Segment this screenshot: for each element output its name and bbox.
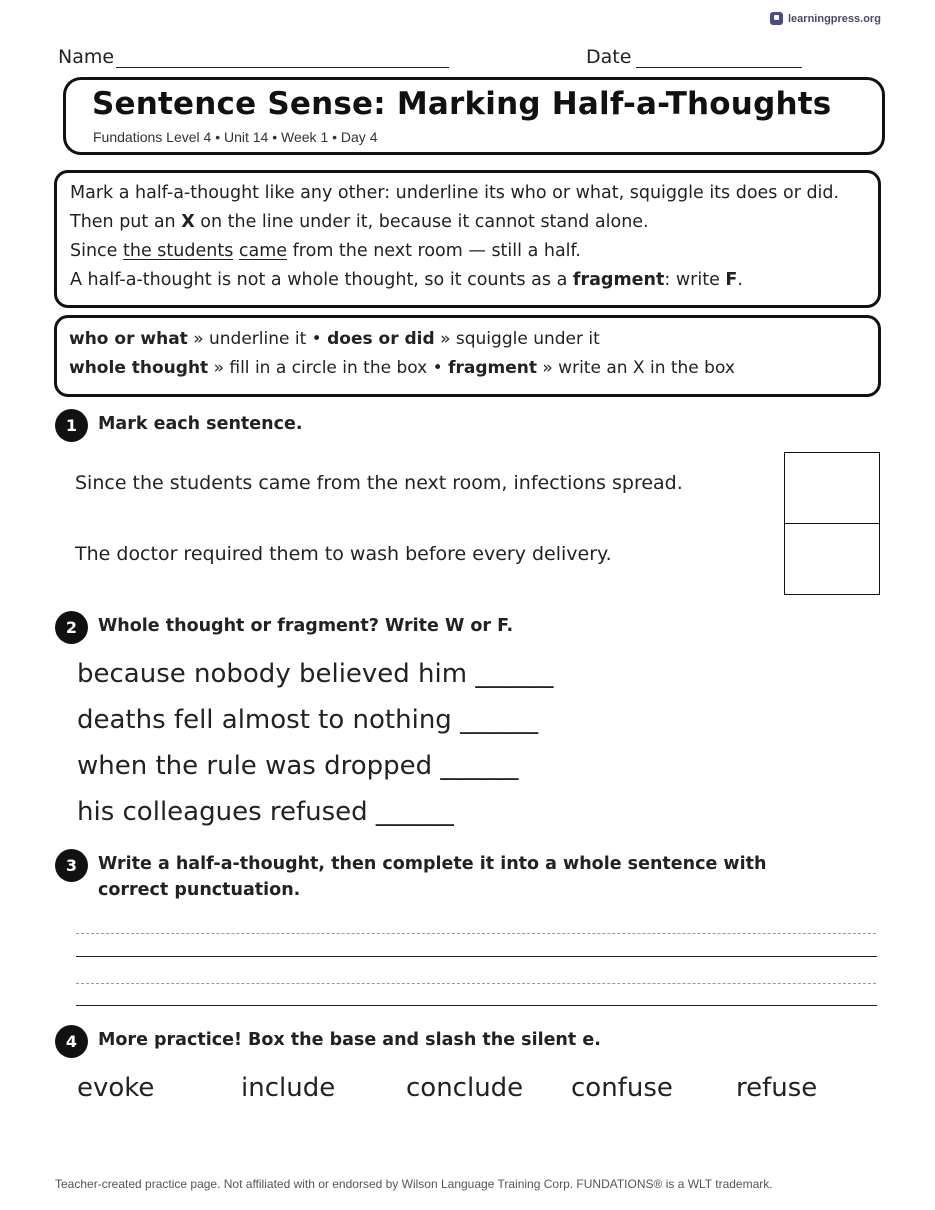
- footer-disclaimer: Teacher-created practice page. Not affiliated with or endorsed by Wilson Language Training Corp. FUNDATIONS® is a WLT trademark.: [55, 1177, 773, 1191]
- section-2-item-2: deaths fell almost to nothing ______: [77, 705, 539, 735]
- answer-box-1[interactable]: [784, 452, 880, 524]
- writing-line-1[interactable]: [76, 956, 877, 957]
- date-label: Date: [586, 46, 632, 68]
- brand-label: learningpress.org: [788, 12, 881, 25]
- rule-line-4: A half-a-thought is not a whole thought, so it counts as a fragment: write F.: [70, 270, 743, 290]
- practice-word-3: conclude: [406, 1073, 524, 1103]
- name-label: Name: [58, 46, 115, 68]
- rule-line-1: Mark a half-a-thought like any other: underline its who or what, squiggle its does or did.: [70, 183, 840, 203]
- key-line-2: whole thought » fill in a circle in the box • fragment » write an X in the box: [69, 358, 735, 378]
- book-icon: [770, 12, 783, 25]
- key-box: [54, 315, 881, 397]
- rule-line-3: Since the students came from the next room — still a half.: [70, 241, 581, 261]
- section-4-heading: More practice! Box the base and slash the silent e.: [98, 1030, 601, 1050]
- example-subject: the students: [123, 241, 234, 261]
- section-2-item-3: when the rule was dropped ______: [77, 751, 519, 781]
- writing-midline-2: [76, 983, 876, 984]
- page-subtitle: Fundations Level 4 • Unit 14 • Week 1 • Day 4: [93, 129, 378, 145]
- section-3-heading-line-1: Write a half-a-thought, then complete it into a whole sentence with: [98, 854, 767, 874]
- section-3-heading-line-2: correct punctuation.: [98, 880, 301, 900]
- section-4-number: 4: [55, 1025, 88, 1058]
- practice-word-1: evoke: [77, 1073, 155, 1103]
- section-3-number: 3: [55, 849, 88, 882]
- section-1-heading: Mark each sentence.: [98, 414, 303, 434]
- rule-line-2: Then put an X on the line under it, because it cannot stand alone.: [70, 212, 649, 232]
- section-2-number: 2: [55, 611, 88, 644]
- practice-word-4: confuse: [571, 1073, 673, 1103]
- section-2-heading: Whole thought or fragment? Write W or F.: [98, 616, 514, 636]
- practice-word-2: include: [241, 1073, 336, 1103]
- answer-box-2[interactable]: [784, 523, 880, 595]
- example-verb: came: [238, 241, 288, 261]
- section-1-sentence-2: The doctor required them to wash before every delivery.: [75, 543, 612, 565]
- writing-line-2[interactable]: [76, 1005, 877, 1006]
- name-field[interactable]: [116, 67, 449, 68]
- section-1-number: 1: [55, 409, 88, 442]
- section-2-item-4: his colleagues refused ______: [77, 797, 454, 827]
- date-field[interactable]: [636, 67, 802, 68]
- brand-logo: [770, 12, 881, 25]
- writing-midline-1: [76, 933, 876, 934]
- practice-word-5: refuse: [736, 1073, 818, 1103]
- page-title: Sentence Sense: Marking Half-a-Thoughts: [92, 86, 832, 122]
- section-2-item-1: because nobody believed him ______: [77, 659, 554, 689]
- section-1-sentence-1: Since the students came from the next room, infections spread.: [75, 472, 683, 494]
- key-line-1: who or what » underline it • does or did » squiggle under it: [69, 329, 600, 349]
